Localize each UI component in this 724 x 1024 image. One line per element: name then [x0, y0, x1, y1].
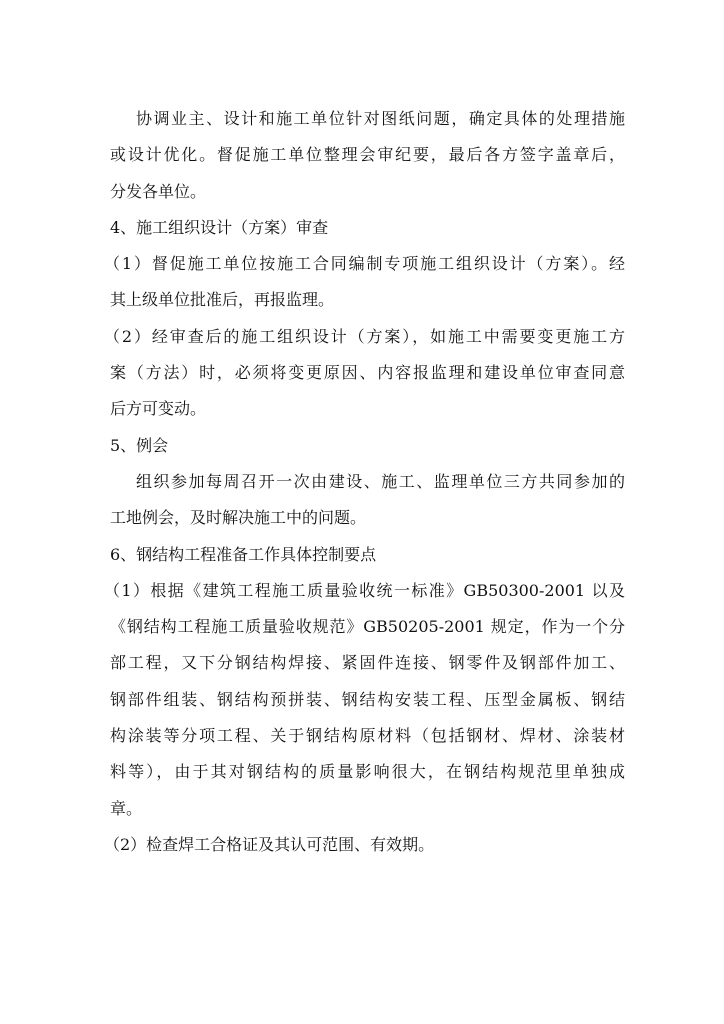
paragraph-line: 协调业主、设计和施工单位针对图纸问题，确定具体的处理措施	[136, 109, 625, 128]
paragraph-line: 或设计优化。督促施工单位整理会审纪要，最后各方签字盖章后，	[110, 145, 625, 165]
paragraph-line: 构涂装等分项工程、关于钢结构原材料（包括钢材、焊材、涂装材	[110, 726, 625, 746]
paragraph-line: 组织参加每周召开一次由建设、施工、监理单位三方共同参加的	[136, 471, 625, 491]
section-heading: 6、钢结构工程准备工作具体控制要点	[110, 544, 377, 564]
paragraph-line: 分发各单位。	[110, 181, 207, 201]
paragraph-line: （2）经审查后的施工组织设计（方案），如施工中需要变更施工方	[104, 326, 625, 346]
paragraph-line: 案（方法）时，必须将变更原因、内容报监理和建设单位审查同意	[110, 363, 625, 383]
section-heading: 4、施工组织设计（方案）审查	[110, 217, 329, 237]
paragraph-line: 工地例会，及时解决施工中的问题。	[110, 508, 367, 528]
paragraph-line: 后方可变动。	[110, 399, 207, 419]
document-body	[104, 101, 625, 863]
paragraph-line: 章。	[110, 798, 143, 818]
paragraph-line: 部工程，又下分钢结构焊接、紧固件连接、钢零件及钢部件加工、	[110, 653, 625, 673]
paragraph-line: （1）根据《建筑工程施工质量验收统一标准》GB50300-2001 以及	[104, 580, 625, 600]
paragraph-line: 钢部件组装、钢结构预拼装、钢结构安装工程、压型金属板、钢结	[110, 689, 625, 709]
paragraph-line: （1）督促施工单位按施工合同编制专项施工组织设计（方案）。经	[104, 254, 625, 274]
paragraph-line: （2）检查焊工合格证及其认可范围、有效期。	[104, 834, 435, 854]
paragraph-line: 其上级单位批准后，再报监理。	[110, 290, 335, 310]
paragraph-line: 料等），由于其对钢结构的质量影响很大，在钢结构规范里单独成	[110, 762, 625, 782]
section-heading: 5、例会	[110, 435, 169, 455]
paragraph-line: 《钢结构工程施工质量验收规范》GB50205-2001 规定，作为一个分	[110, 617, 625, 637]
